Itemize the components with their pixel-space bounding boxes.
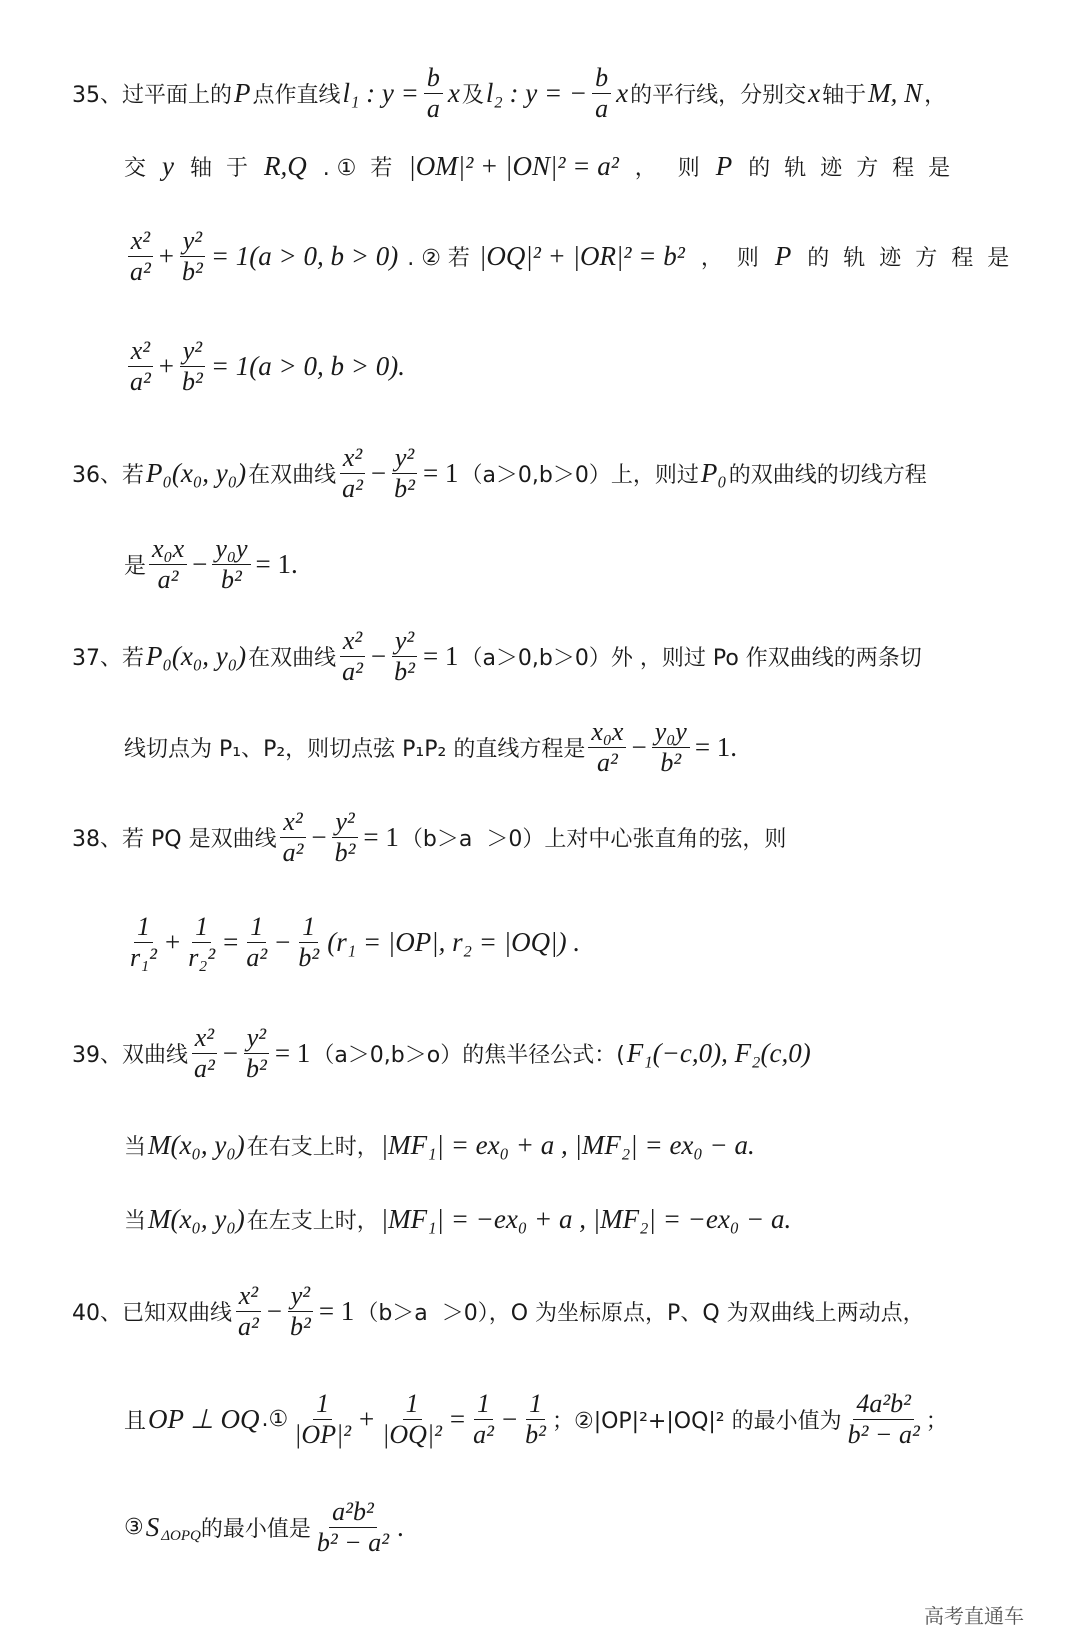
math-expression: l₁ : y = — [342, 77, 419, 108]
item-35-line-2 — [124, 126, 950, 206]
numerator: x² — [128, 226, 153, 257]
item-39-line-1 — [72, 1013, 813, 1093]
numerator: y² — [392, 626, 417, 657]
numerator: y² — [392, 443, 417, 474]
math-expression: R,Q — [263, 150, 307, 181]
denominator: a² — [130, 256, 151, 286]
math-expression: = 1 — [422, 640, 459, 671]
numerator: 1 — [192, 912, 211, 943]
numerator: x² — [340, 443, 365, 474]
text: 37、若 — [72, 645, 144, 671]
math-expression: = 1. — [694, 731, 738, 762]
fraction — [127, 226, 154, 287]
numerator: b — [592, 63, 611, 94]
math-expression: P — [234, 77, 251, 108]
math-expression: + — [359, 1403, 375, 1434]
denominator: r₁² — [130, 942, 157, 972]
math-expression: = 1(a > 0, b > 0) — [210, 240, 399, 271]
denominator: a — [426, 93, 440, 123]
math-expression: . — [397, 1511, 404, 1542]
math-expression: = — [223, 926, 239, 957]
fraction — [424, 63, 443, 124]
text: 轴 于 — [175, 155, 262, 181]
text: 线切点为 P₁、P₂，则切点弦 P₁P₂ 的直线方程是 — [124, 736, 586, 762]
text: 的 轨 迹 方 程 是 — [793, 245, 1010, 271]
denominator: b² — [182, 256, 203, 286]
text: .① — [261, 1406, 289, 1432]
item-35-line-1 — [72, 53, 946, 133]
numerator: y₀y — [652, 717, 690, 748]
fraction — [287, 1281, 314, 1342]
numerator: y² — [180, 336, 205, 367]
denominator: a² — [246, 942, 268, 972]
denominator: a² — [238, 1311, 259, 1341]
fraction — [127, 336, 154, 397]
item-39-line-3 — [124, 1179, 793, 1259]
item-37-line-1 — [72, 616, 922, 696]
text: 35、过平面上的 — [72, 82, 232, 108]
math-expression: M(x₀, y₀) — [148, 1129, 245, 1160]
math-expression: = — [449, 1403, 466, 1434]
text: （a＞0,b＞0）上，则过 — [460, 462, 699, 488]
text: （b＞a ＞0），O 为坐标原点，P、Q 为双曲线上两动点， — [356, 1300, 925, 1326]
text: ， — [924, 82, 947, 108]
math-expression: = 1(a > 0, b > 0). — [210, 350, 405, 381]
math-expression: l₂ : y = − — [485, 77, 588, 108]
fraction — [127, 912, 160, 973]
math-expression: S — [145, 1511, 160, 1542]
text: 38、若 PQ 是双曲线 — [72, 826, 277, 852]
text: 的双曲线的切线方程 — [728, 462, 927, 488]
fraction — [243, 912, 270, 973]
math-expression: ΔOPQ — [161, 1528, 201, 1544]
math-expression: = 1 — [318, 1295, 355, 1326]
denominator: b² — [525, 1419, 546, 1449]
numerator: a²b² — [329, 1497, 377, 1528]
watermark: 高考直通车 — [924, 1604, 1024, 1628]
math-expression: F₁(−c,0), F₂(c,0) — [626, 1037, 811, 1068]
denominator: |OP|² — [294, 1419, 352, 1449]
text: （a＞0,b＞0）外 ，则过 Po 作双曲线的两条切 — [460, 645, 922, 671]
text: 点作直线 — [252, 82, 341, 108]
fraction — [588, 717, 626, 778]
item-35-line-4 — [124, 326, 407, 406]
numerator: 1 — [403, 1389, 422, 1420]
numerator: y² — [288, 1281, 313, 1312]
text: ， 则 — [686, 245, 773, 271]
numerator: x² — [280, 807, 305, 838]
numerator: x₀x — [149, 534, 187, 565]
fraction — [391, 626, 418, 687]
text: 在双曲线 — [248, 645, 337, 671]
text: 39、双曲线 — [72, 1042, 188, 1068]
math-expression: = 1 — [363, 821, 399, 852]
item-38-line-1 — [72, 797, 786, 877]
item-36-line-1 — [72, 433, 927, 513]
denominator: b² − a² — [847, 1419, 920, 1449]
numerator: 1 — [313, 1389, 332, 1420]
text: 的平行线，分别交 — [630, 82, 807, 108]
math-expression: |MF₁| = −ex₀ + a , |MF₂| = −ex₀ − a. — [380, 1203, 792, 1234]
numerator: b — [424, 63, 443, 94]
denominator: a² — [342, 473, 363, 503]
item-36-line-2 — [124, 524, 300, 604]
fraction — [332, 807, 359, 868]
math-expression: |OQ|² + |OR|² = b² — [478, 240, 685, 271]
denominator: a — [595, 93, 609, 123]
text: ；②|OP|²+|OQ|² 的最小值为 — [551, 1408, 842, 1434]
denominator: a² — [282, 837, 304, 867]
text: 是 — [124, 553, 147, 579]
fraction — [522, 1389, 549, 1450]
text: 轴于 — [822, 82, 867, 108]
fraction — [339, 626, 366, 687]
numerator: y² — [180, 226, 205, 257]
math-expression: = 1 — [422, 457, 459, 488]
numerator: x² — [128, 336, 153, 367]
text: 当 — [124, 1208, 147, 1234]
denominator: a² — [596, 747, 618, 777]
text: 及 — [461, 82, 484, 108]
fraction — [295, 912, 322, 973]
numerator: 1 — [247, 912, 266, 943]
denominator: b² − a² — [316, 1527, 390, 1557]
numerator: x² — [236, 1281, 261, 1312]
item-40-line-2 — [124, 1379, 948, 1459]
math-expression: P — [774, 240, 792, 271]
fraction — [592, 63, 611, 124]
numerator: 1 — [134, 912, 153, 943]
fraction — [379, 1389, 445, 1450]
item-38-line-2 — [124, 902, 582, 982]
math-expression: |OM|² + |ON|² = a² — [408, 150, 619, 181]
math-expression: |MF₁| = ex₀ + a , |MF₂| = ex₀ − a. — [380, 1129, 755, 1160]
math-expression: − — [222, 1037, 239, 1068]
math-expression: − — [311, 821, 327, 852]
denominator: a² — [473, 1419, 494, 1449]
math-expression: P₀(x₀, y₀) — [146, 457, 247, 488]
math-expression: y — [162, 150, 174, 181]
math-expression: − — [192, 548, 208, 579]
fraction — [652, 717, 690, 778]
math-expression: x — [808, 77, 821, 108]
fraction — [235, 1281, 262, 1342]
math-expression: = 1 — [274, 1037, 311, 1068]
numerator: x² — [340, 626, 365, 657]
text: 在右支上时， — [246, 1134, 379, 1160]
item-35-line-3 — [124, 216, 1009, 296]
math-expression: − — [266, 1295, 283, 1326]
text: . ② 若 — [400, 245, 477, 271]
fraction — [291, 1389, 354, 1450]
numerator: x² — [192, 1023, 217, 1054]
numerator: 1 — [474, 1389, 493, 1420]
math-expression: + — [158, 350, 175, 381]
fraction — [185, 912, 218, 973]
text: 在左支上时， — [246, 1208, 379, 1234]
fraction — [212, 534, 250, 595]
text: 交 — [124, 155, 160, 181]
numerator: y₀y — [212, 534, 250, 565]
text: . ① 若 — [308, 155, 407, 181]
item-40-line-1 — [72, 1271, 925, 1351]
numerator: y² — [332, 807, 357, 838]
math-expression: − — [370, 457, 387, 488]
fraction — [314, 1497, 392, 1558]
fraction — [243, 1023, 270, 1084]
numerator: 1 — [299, 912, 318, 943]
denominator: b² — [334, 837, 356, 867]
fraction — [179, 226, 206, 287]
denominator: b² — [221, 564, 242, 594]
denominator: b² — [394, 473, 415, 503]
denominator: b² — [182, 366, 203, 396]
text: ③ — [124, 1514, 144, 1540]
text: 在双曲线 — [248, 462, 337, 488]
denominator: b² — [660, 747, 682, 777]
fraction — [845, 1389, 923, 1450]
text: 40、已知双曲线 — [72, 1300, 232, 1326]
math-expression: − — [370, 640, 387, 671]
denominator: b² — [290, 1311, 311, 1341]
fraction — [280, 807, 307, 868]
math-expression: M(x₀, y₀) — [148, 1203, 245, 1234]
fraction — [470, 1389, 497, 1450]
denominator: b² — [246, 1053, 267, 1083]
math-expression: + — [164, 926, 181, 957]
text: ； — [925, 1408, 948, 1434]
text: 且 — [124, 1408, 147, 1434]
math-expression: OP ⊥ OQ — [148, 1403, 260, 1434]
denominator: |OQ|² — [382, 1419, 442, 1449]
math-expression: P — [715, 150, 733, 181]
text: ， 则 — [620, 155, 714, 181]
denominator: r₂² — [188, 942, 216, 972]
text: （b＞a ＞0）上对中心张直角的弦，则 — [400, 826, 787, 852]
item-39-line-2 — [124, 1105, 757, 1185]
math-expression: − — [631, 731, 647, 762]
fraction — [149, 534, 187, 595]
fraction — [191, 1023, 218, 1084]
math-expression: − — [501, 1403, 518, 1434]
math-expression: + — [158, 240, 175, 271]
fraction — [179, 336, 206, 397]
numerator: y² — [244, 1023, 269, 1054]
text: 36、若 — [72, 462, 144, 488]
math-expression: (r₁ = |OP|, r₂ = |OQ|) . — [327, 926, 581, 957]
item-40-line-3 — [124, 1487, 406, 1567]
denominator: a² — [342, 656, 363, 686]
math-expression: − — [275, 926, 291, 957]
text: （a＞0,b＞o）的焦半径公式：( — [312, 1042, 625, 1068]
text: 当 — [124, 1134, 147, 1160]
numerator: 1 — [526, 1389, 545, 1420]
math-expression: x — [447, 77, 460, 108]
denominator: b² — [394, 656, 415, 686]
fraction — [391, 443, 418, 504]
denominator: a² — [130, 366, 151, 396]
denominator: a² — [194, 1053, 215, 1083]
math-expression: P₀(x₀, y₀) — [146, 640, 247, 671]
fraction — [339, 443, 366, 504]
math-expression: M, N — [868, 77, 923, 108]
text: 的 轨 迹 方 程 是 — [734, 155, 951, 181]
math-expression: x — [616, 77, 629, 108]
math-expression: = 1. — [255, 548, 298, 579]
numerator: x₀x — [588, 717, 626, 748]
numerator: 4a²b² — [853, 1389, 914, 1420]
item-37-line-2 — [124, 707, 739, 787]
math-expression: P₀ — [700, 457, 727, 488]
denominator: b² — [298, 942, 320, 972]
text: 的最小值是 — [200, 1516, 311, 1542]
denominator: a² — [157, 564, 179, 594]
